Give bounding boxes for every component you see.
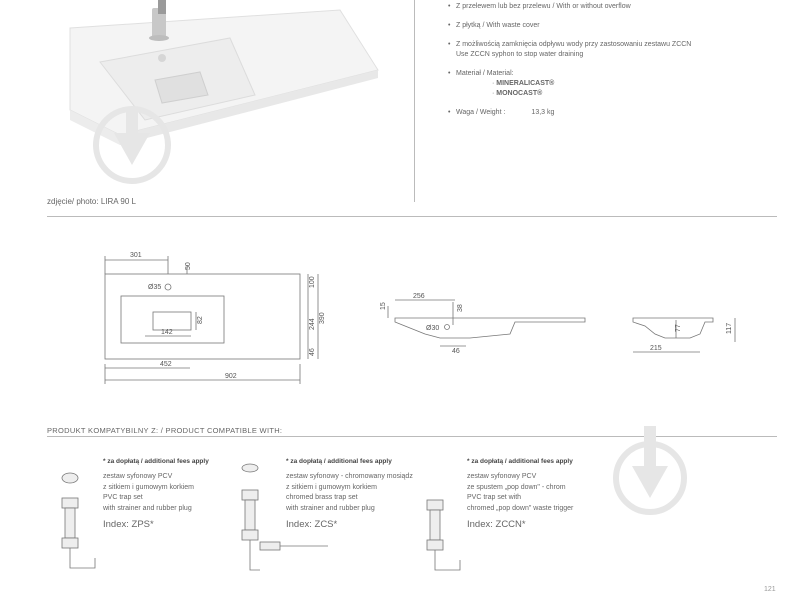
dim-label: 244 [309, 318, 316, 330]
dim-label: 142 [161, 329, 173, 336]
front-view-outline [395, 318, 585, 338]
dim-label: 256 [413, 293, 425, 300]
product-description: zestaw syfonowy - chromowany mosiądz z sitkiem i gumowym korkiem chromed brass trap set with strainer and rubber plug [286, 473, 413, 512]
dim-label: 100 [309, 276, 316, 288]
spec-item: • Z możliwością zamknięcia odpływu wody przy zastosowaniu zestawu ZCCN Use ZCCN syphon to stop water draining [456, 40, 776, 60]
dim-label: 301 [130, 252, 142, 259]
fees-note: * za dopłatą / additional fees apply [286, 458, 392, 465]
product-index: Index: ZPS* [103, 519, 154, 530]
photo-caption: zdjęcie/ photo: LIRA 90 L [47, 197, 136, 206]
side-view-outline [633, 318, 713, 338]
dim-label: 902 [225, 373, 237, 380]
technical-drawings [0, 230, 799, 400]
dim-label: 46 [452, 348, 460, 355]
spec-list [456, 2, 776, 127]
trap-illustration-zps [40, 468, 105, 578]
header-divider [414, 0, 415, 202]
dim-label: Ø30 [426, 325, 440, 332]
dim-label: 50 [185, 262, 192, 270]
fees-note: * za dopłatą / additional fees apply [103, 458, 209, 465]
watermark-logo [92, 95, 172, 185]
dim-label: 46 [309, 348, 316, 356]
dim-label: 38 [457, 304, 464, 312]
section-divider [47, 216, 777, 217]
page-number: 121 [764, 586, 776, 593]
compatible-heading: PRODUKT KOMPATYBILNY Z: / PRODUCT COMPATIBLE WITH: [47, 426, 283, 435]
product-description: zestaw syfonowy PCV ze spustem „pop down" - chrom PVC trap set with chromed „pop down" waste trigger [467, 473, 574, 512]
fees-note: * za dopłatą / additional fees apply [467, 458, 573, 465]
material-name: MONOCAST® [496, 90, 543, 97]
spec-item: • Materiał / Material: · MINERALICAST® · MONOCAST® [456, 69, 776, 99]
watermark-logo [610, 420, 690, 520]
dim-label: 77 [675, 324, 682, 332]
spec-item-weight: • Waga / Weight : 13,3 kg [456, 108, 776, 118]
spec-item: • Z przelewem lub bez przelewu / With or without overflow [456, 2, 776, 12]
dim-label: 452 [160, 361, 172, 368]
dim-label: 390 [319, 312, 326, 324]
product-description: zestaw syfonowy PCV z sitkiem i gumowym korkiem PVC trap set with strainer and rubber plug [103, 473, 195, 512]
dim-label: 215 [650, 345, 662, 352]
dim-label: 82 [197, 316, 204, 324]
dim-label: 15 [380, 302, 387, 310]
spec-item: • Z płytką / With waste cover [456, 21, 776, 31]
trap-illustration-zccn [405, 498, 470, 583]
dim-label: Ø35 [148, 284, 162, 291]
material-name: MINERALICAST® [496, 80, 555, 87]
product-index: Index: ZCS* [286, 519, 338, 530]
product-index: Index: ZCCN* [467, 519, 526, 530]
dim-label: 117 [726, 322, 733, 334]
product-photo [40, 0, 385, 190]
